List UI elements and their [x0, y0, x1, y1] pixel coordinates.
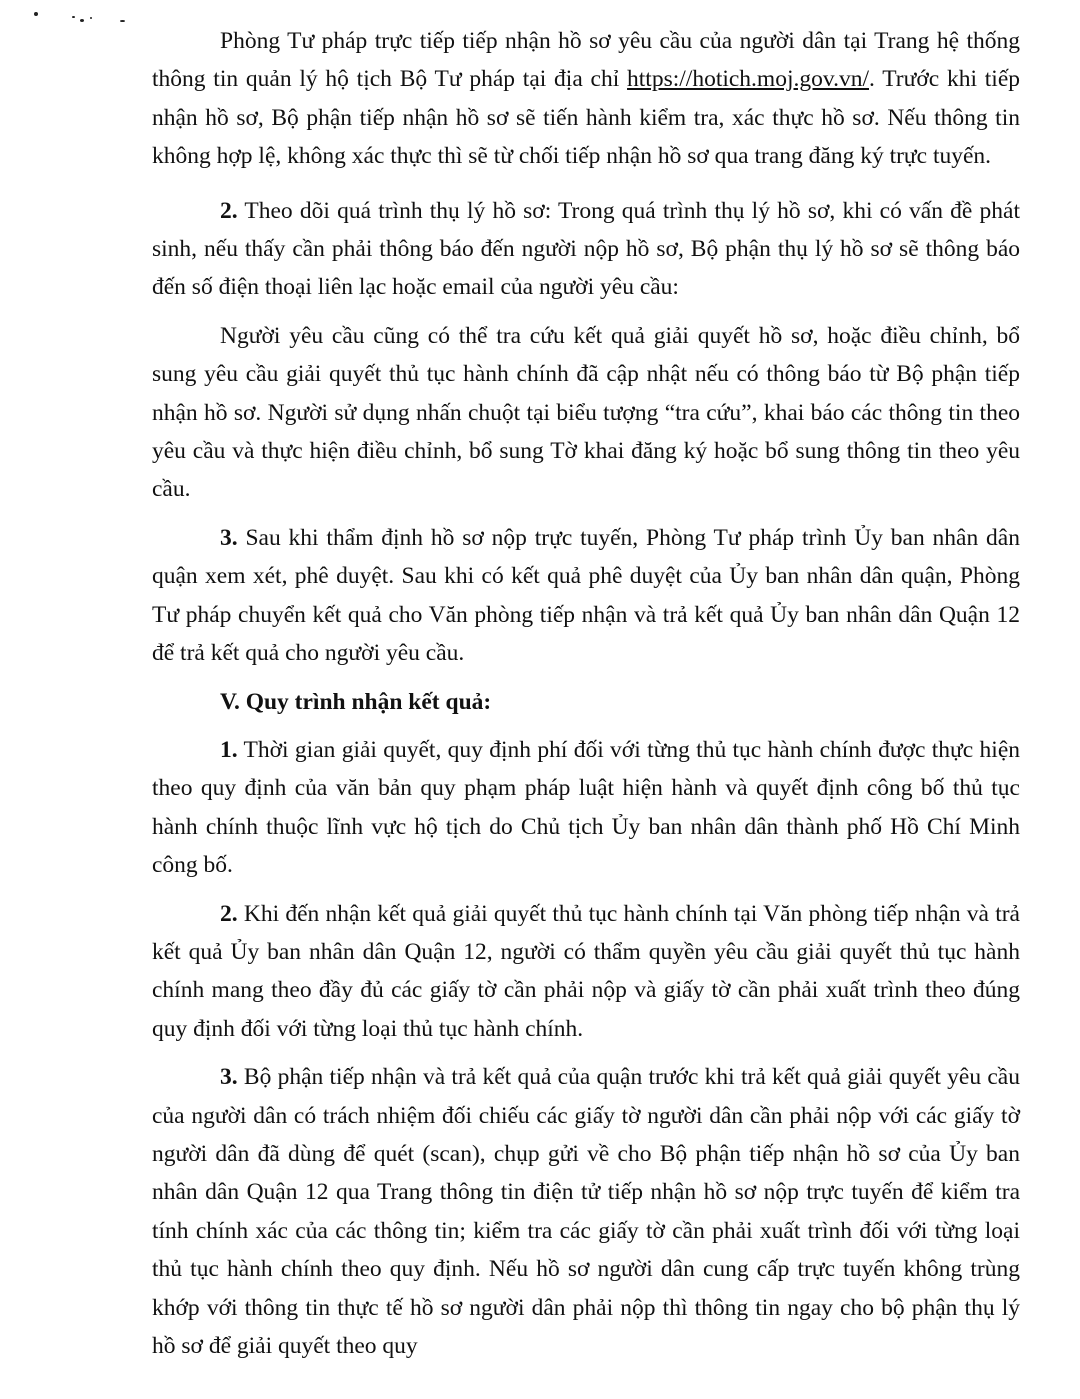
- hotich-link[interactable]: https://hotich.moj.gov.vn/: [627, 66, 869, 93]
- scan-speck: [34, 12, 38, 16]
- document-page: [152, 22, 1020, 1365]
- paragraph-item-2-text: Khi đến nhận kết quả giải quyết thủ tục hành chính tại Văn phòng tiếp nhận và trả kết quả Ủy ban nhân dân Quận 12, người có thẩm quyền yêu cầu giải quyết thủ tục hành chính mang theo đầy đủ các giấy tờ cần phải nộp và giấy tờ cần phải xuất trình theo đúng quy định đối với từng loại thủ tục hành chính.: [152, 900, 1020, 1042]
- scan-speck: [90, 17, 92, 19]
- scan-speck: [72, 16, 75, 18]
- paragraph-item-3-text: Bộ phận tiếp nhận và trả kết quả của quận trước khi trả kết quả giải quyết yêu cầu của người dân có trách nhiệm đối chiếu các giấy tờ người dân cần phải nộp với các giấy tờ người dân đã dùng để quét (scan), chụp gửi về cho Bộ phận tiếp nhận hồ sơ của Ủy ban nhân dân Quận 12 qua Trang thông tin điện tử tiếp nhận hồ sơ nộp trực tuyến để kiểm tra tính chính xác của các thông tin; kiểm tra các giấy tờ cần phải xuất trình đối với từng loại thủ tục hành chính theo quy định. Nếu hồ sơ người dân cung cấp trực tuyến không trùng khớp với thông tin thực tế hồ sơ người dân phải nộp thì thông tin ngay cho bộ phận thụ lý hồ sơ để giải quyết theo quy: [152, 1064, 1020, 1359]
- paragraph-number: 3.: [220, 524, 238, 551]
- scan-speck: [120, 20, 125, 22]
- scan-speck: [80, 19, 84, 22]
- paragraph-approval-text: Sau khi thẩm định hồ sơ nộp trực tuyến, Phòng Tư pháp trình Ủy ban nhân dân quận xem xét, phê duyệt. Sau khi có kết quả phê duyệt của Ủy ban nhân dân quận, Phòng Tư pháp chuyển kết quả cho Văn phòng tiếp nhận và trả kết quả Ủy ban nhân dân Quận 12 để trả kết quả cho người yêu cầu.: [152, 524, 1020, 667]
- paragraph-number: 3.: [220, 1064, 238, 1091]
- paragraph-intake-rest: . Trước khi tiếp nhận hồ sơ, Bộ phận tiếp nhận hồ sơ sẽ tiến hành kiểm tra, xác thực hồ sơ. Nếu thông tin không hợp lệ, không xác thực thì sẽ từ chối tiếp nhận hồ sơ qua trang đăng ký trực tuyến.: [152, 66, 1020, 170]
- paragraph-lookup: [152, 317, 1020, 509]
- paragraph-item-3: [152, 1058, 1020, 1365]
- paragraph-tracking: [152, 192, 1020, 307]
- paragraph-lookup-text: Người yêu cầu cũng có thể tra cứu kết quả giải quyết hồ sơ, hoặc điều chỉnh, bổ sung yêu cầu giải quyết thủ tục hành chính đã cập nhật nếu có thông báo từ Bộ phận tiếp nhận hồ sơ. Người sử dụng nhấn chuột tại biểu tượng “tra cứu”, khai báo các thông tin theo yêu cầu và thực hiện điều chỉnh, bổ sung Tờ khai đăng ký hoặc bổ sung thông tin theo yêu cầu.: [152, 322, 1020, 503]
- paragraph-intake: [152, 22, 1020, 176]
- paragraph-tracking-text: Theo dõi quá trình thụ lý hồ sơ: Trong quá trình thụ lý hồ sơ, khi có vấn đề phát sinh, nếu thấy cần phải thông báo đến người nộp hồ sơ, Bộ phận thụ lý hồ sơ sẽ thông báo đến số điện thoại liên lạc hoặc email của người yêu cầu:: [152, 197, 1020, 301]
- paragraph-item-1: [152, 731, 1020, 885]
- paragraph-approval: [152, 519, 1020, 673]
- scan-specks: [28, 8, 138, 32]
- section-heading: V. Quy trình nhận kết quả:: [220, 688, 492, 715]
- paragraph-item-1-text: Thời gian giải quyết, quy định phí đối với từng thủ tục hành chính được thực hiện theo quy định của văn bản quy phạm pháp luật hiện hành và quyết định công bố thủ tục hành chính thuộc lĩnh vực hộ tịch do Chủ tịch Ủy ban nhân dân thành phố Hồ Chí Minh công bố.: [152, 736, 1020, 879]
- paragraph-intake-text: Phòng Tư pháp trực tiếp tiếp nhận hồ sơ yêu cầu của người dân tại Trang hệ thống thông tin quản lý hộ tịch Bộ Tư pháp tại địa chỉ: [152, 28, 1020, 93]
- paragraph-item-2: [152, 895, 1020, 1049]
- paragraph-number: 2.: [220, 197, 238, 224]
- paragraph-number: 1.: [220, 736, 238, 763]
- paragraph-number: 2.: [220, 900, 238, 927]
